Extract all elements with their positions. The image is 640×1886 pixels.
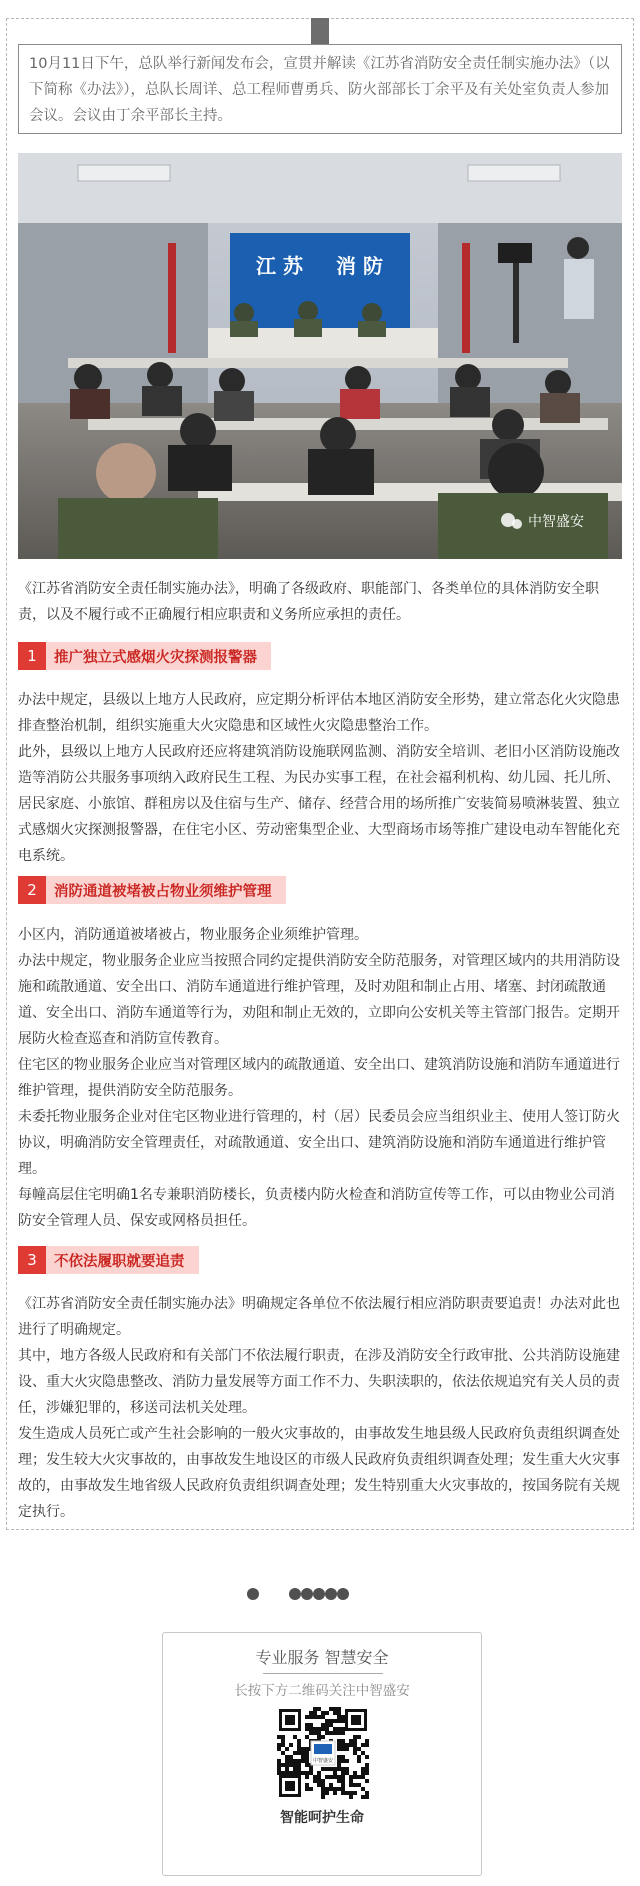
section-1-badge: [18, 642, 271, 670]
decorative-dots: [247, 1586, 349, 1602]
section-2-number: 2: [18, 876, 46, 904]
section-2-paragraph-1: 小区内，消防通道被堵被占，物业服务企业须维护管理。: [18, 927, 368, 943]
intro-box: [18, 44, 622, 134]
section-3-badge: [18, 1246, 199, 1274]
dot: [247, 1588, 259, 1600]
footer-hint: 长按下方二维码关注中智盛安: [234, 1683, 410, 1699]
watermark-text: 中智盛安: [528, 514, 584, 530]
footer-slogan: 专业服务 智慧安全: [255, 1648, 389, 1667]
dot: [337, 1588, 349, 1600]
section-3-paragraph-1: 《江苏省消防安全责任制实施办法》明确规定各单位不依法履行相应消防职责要追责！办法对此也进行了明确规定。: [18, 1296, 620, 1338]
section-1-paragraph-1: 办法中规定，县级以上地方人民政府，应定期分析评估本地区消防安全形势，建立常态化火灾隐患排查整治机制，组织实施重大火灾隐患和区域性火灾隐患整治工作。: [18, 692, 620, 734]
section-2-title: 消防通道被堵被占物业须维护管理: [46, 876, 286, 904]
section-2-paragraph-5: 每幢高层住宅明确1名专兼职消防楼长，负责楼内防火检查和消防宣传等工作，可以由物业公司消防安全管理人员、保安或网格员担任。: [18, 1187, 615, 1229]
dot: [325, 1588, 337, 1600]
section-3-title: 不依法履职就要追责: [46, 1246, 199, 1274]
section-2-paragraph-4: 未委托物业服务企业对住宅区物业进行管理的，村（居）民委员会应当组织业主、使用人签订防火协议，明确消防安全管理责任，对疏散通道、安全出口、建筑消防设施和消防车通道进行维护管理。: [18, 1109, 620, 1177]
dot: [301, 1588, 313, 1600]
section-2-paragraph-3: 住宅区的物业服务企业应当对管理区域内的疏散通道、安全出口、建筑消防设施和消防车通道进行维护管理，提供消防安全防范服务。: [18, 1057, 620, 1099]
dot: [313, 1588, 325, 1600]
backdrop-text-jiangsu: 江 苏: [256, 254, 303, 278]
backdrop-text-xiaofang: 消 防: [336, 254, 383, 278]
summary-paragraph: 《江苏省消防安全责任制实施办法》，明确了各级政府、职能部门、各类单位的具体消防安全职责，以及不履行或不正确履行相应职责和义务所应承担的责任。: [18, 581, 599, 623]
press-conference-photo: [18, 153, 622, 559]
section-1-number: 1: [18, 642, 46, 670]
section-1-title: 推广独立式感烟火灾探测报警器: [46, 642, 271, 670]
section-1-paragraph-2: 此外，县级以上地方人民政府还应将建筑消防设施联网监测、消防安全培训、老旧小区消防设施改造等消防公共服务事项纳入政府民生工程、为民办实事工程，在社会福利机构、幼儿园、托儿所、居民家庭、小旅馆、群租房以及住宿与生产、储存、经营合用的场所推广安装简易喷淋装置、独立式感烟火灾探测报警器，在住宅小区、劳动密集型企业、大型商场市场等推广建设电动车智能化充电系统。: [18, 744, 620, 864]
section-3-paragraph-3: 发生造成人员死亡或产生社会影响的一般火灾事故的，由事故发生地县级人民政府负责组织调查处理；发生较大火灾事故的，由事故发生地设区的市级人民政府负责组织调查处理；发生重大火灾事故的，由事故发生地省级人民政府负责组织调查处理；发生特别重大火灾事故的，按国务院有关规定执行。: [18, 1426, 620, 1520]
footer-tagline: 智能呵护生命: [280, 1810, 364, 1826]
top-marker: [311, 18, 329, 44]
slogan-underline: [263, 1673, 383, 1674]
follow-card: [162, 1632, 482, 1876]
dot: [289, 1588, 301, 1600]
section-2-badge: [18, 876, 286, 904]
section-2-paragraph-2: 办法中规定，物业服务企业应当按照合同约定提供消防安全防范服务，对管理区域内的共用消防设施和疏散通道、安全出口、消防车通道进行维护管理，及时劝阻和制止占用、堵塞、封闭疏散通道、安全出口、消防车通道等行为，劝阻和制止无效的，立即向公安机关等主管部门报告。定期开展防火检查巡查和消防宣传教育。: [18, 953, 620, 1047]
qr-code-icon[interactable]: [277, 1707, 369, 1799]
section-3-number: 3: [18, 1246, 46, 1274]
qr-center-logo-text: 中智盛安: [312, 1758, 334, 1764]
intro-text: 10月11日下午，总队举行新闻发布会，宣贯并解读《江苏省消防安全责任制实施办法》（以下简称《办法》），总队长周详、总工程师曹勇兵、防火部部长丁余平及有关处室负责人参加会议。会议由丁余平部长主持。: [29, 56, 610, 124]
section-3-paragraph-2: 其中，地方各级人民政府和有关部门不依法履行职责，在涉及消防安全行政审批、公共消防设施建设、重大火灾隐患整改、消防力量发展等方面工作不力、失职渎职的，依法依规追究有关人员的责任，涉嫌犯罪的，移送司法机关处理。: [18, 1348, 620, 1416]
